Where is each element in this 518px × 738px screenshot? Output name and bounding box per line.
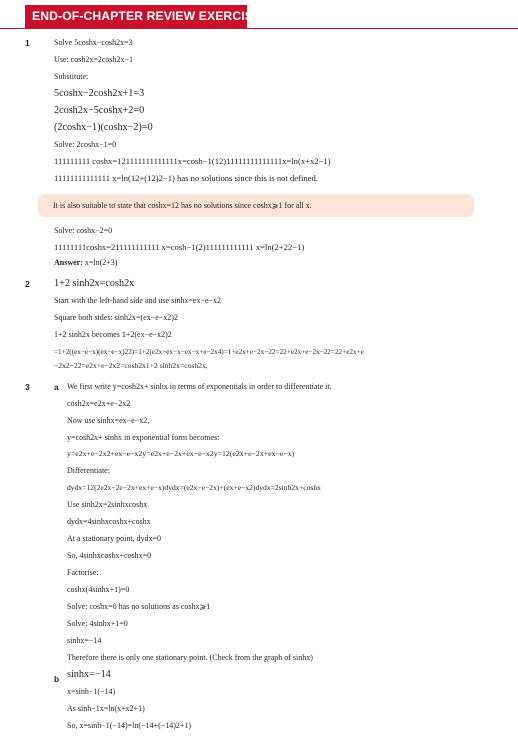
q1-line-2: Use: cosh2x=2cosh2x−1 [54, 55, 134, 64]
q2-line-4: 1+2 sinh2x becomes 1+2(ex−e−x2)2 [54, 330, 172, 339]
q3a-line-3: Now use sinhx=ex−e−x2, [67, 416, 150, 425]
q3a-line-5: y=e2x+e−2x2+ex−e−x2y=e2x+e−2x+ex−e−x2y=12(e2x+e−2x+ex−e−x) [67, 449, 295, 458]
q2-line-2: Start with the left-hand side and use sinhx=ex−e−x2 [54, 296, 222, 305]
question-number-2: 2 [25, 279, 30, 289]
q2-line-6: −2x2−22=e2x+e−2x2=cosh2x1+2 sinh2x=cosh2x, [54, 361, 208, 370]
q3b-line-4: So, x=sinh−1(−14)=ln(−14+(−14)2+1) [67, 721, 192, 730]
q3a-line-6: Differentiate: [67, 466, 110, 475]
q1-line-6: (2coshx−1)(coshx−2)=0 [54, 122, 153, 133]
q3a-line-8: Use sinh2x=2sinhxcoshx [67, 500, 148, 509]
q3a-line-4: y=cosh2x+ sinhx in exponential form becomes: [67, 433, 220, 442]
header-banner: END-OF-CHAPTER REVIEW EXERCISE 19 [25, 5, 247, 28]
q2-line-3: Square both sides: sinh2x=(ex−e−x2)2 [54, 313, 178, 322]
q1-answer [54, 257, 117, 269]
q1-line-8: 111111111 coshx=121111111111111x=cosh−1(12)11111111111111x=ln(x+x2−1) [54, 156, 331, 166]
question-number-1: 1 [25, 38, 30, 48]
q1-line-9: 11111111111111 x=ln(12+(12)2−1) has no solutions since this is not defined. [54, 173, 318, 183]
answer-label: Answer: [54, 258, 83, 267]
q1-line-7: Solve: 2coshx−1=0 [54, 140, 117, 149]
question-part-a: a [54, 382, 59, 392]
q3a-line-10: At a stationary point, dydx=0 [67, 534, 162, 543]
q3a-line-9: dydx=4sinhxcoshx+coshx [67, 517, 151, 526]
q3a-line-7: dydx=12(2e2x−2e−2x+ex+e−x)dydx=(e2x−e−2x)+(ex+e−x2)dydx=2sinh2x+coshx [67, 483, 321, 492]
header-rule [0, 28, 518, 29]
q3a-line-16: sinhx=−14 [67, 636, 102, 645]
note-box [38, 194, 474, 217]
answer-value: x=ln(2+3) [82, 258, 118, 267]
q1-line-3: Substitute: [54, 72, 89, 81]
q3a-line-12: Factorise: [67, 568, 99, 577]
note-text: It is also suitable to state that coshx=12 has no solutions since coshx⩾1 for all x. [53, 201, 312, 210]
question-part-b: b [54, 674, 60, 684]
q3a-line-13: coshx(4sinhx+1)=0 [67, 585, 130, 594]
q1-line-10: Solve: coshx−2=0 [54, 226, 113, 235]
q2-line-5: =1+2((ex−e−x)(ex−e−x)22)=1+2(e2x−ex−x−ex−x+e−2x4)=1+e2x+e−2x−22=22+e2x+e−2x−22=22+e2x+e [54, 348, 364, 356]
q3b-line-1: sinhx=−14 [67, 669, 111, 680]
q1-line-4: 5coshx−2cosh2x+1=3 [54, 88, 145, 99]
q3b-line-3: As sinh−1x=ln(x+x2+1) [67, 704, 145, 713]
q1-line-11: 11111111coshx=211111111111 x=cosh−1(2)111111111111 x=ln(2+22−1) [54, 242, 305, 252]
q3a-line-17: Therefore there is only one stationary point. (Check from the graph of sinhx) [67, 653, 313, 662]
q3a-line-1: We first write y=cosh2x+ sinhx in terms of exponentials in order to differentiate it. [67, 382, 332, 391]
q1-line-5: 2cosh2x−5coshx+2=0 [54, 105, 145, 116]
question-number-3: 3 [25, 382, 30, 392]
q2-line-1: 1+2 sinh2x=cosh2x [54, 278, 135, 289]
q3a-line-11: So, 4sinhxcoshx+coshx=0 [67, 551, 152, 560]
q3a-line-14: Solve: coshx=0 has no solutions as coshx⩾1 [67, 602, 211, 611]
q1-line-1: Solve 5coshx−cosh2x=3 [54, 38, 133, 47]
q3b-line-2: x=sinh−1(−14) [67, 687, 116, 696]
q3a-line-2: cosh2x=e2x+e−2x2 [67, 399, 131, 408]
q3a-line-15: Solve: 4sinhx+1=0 [67, 619, 128, 628]
